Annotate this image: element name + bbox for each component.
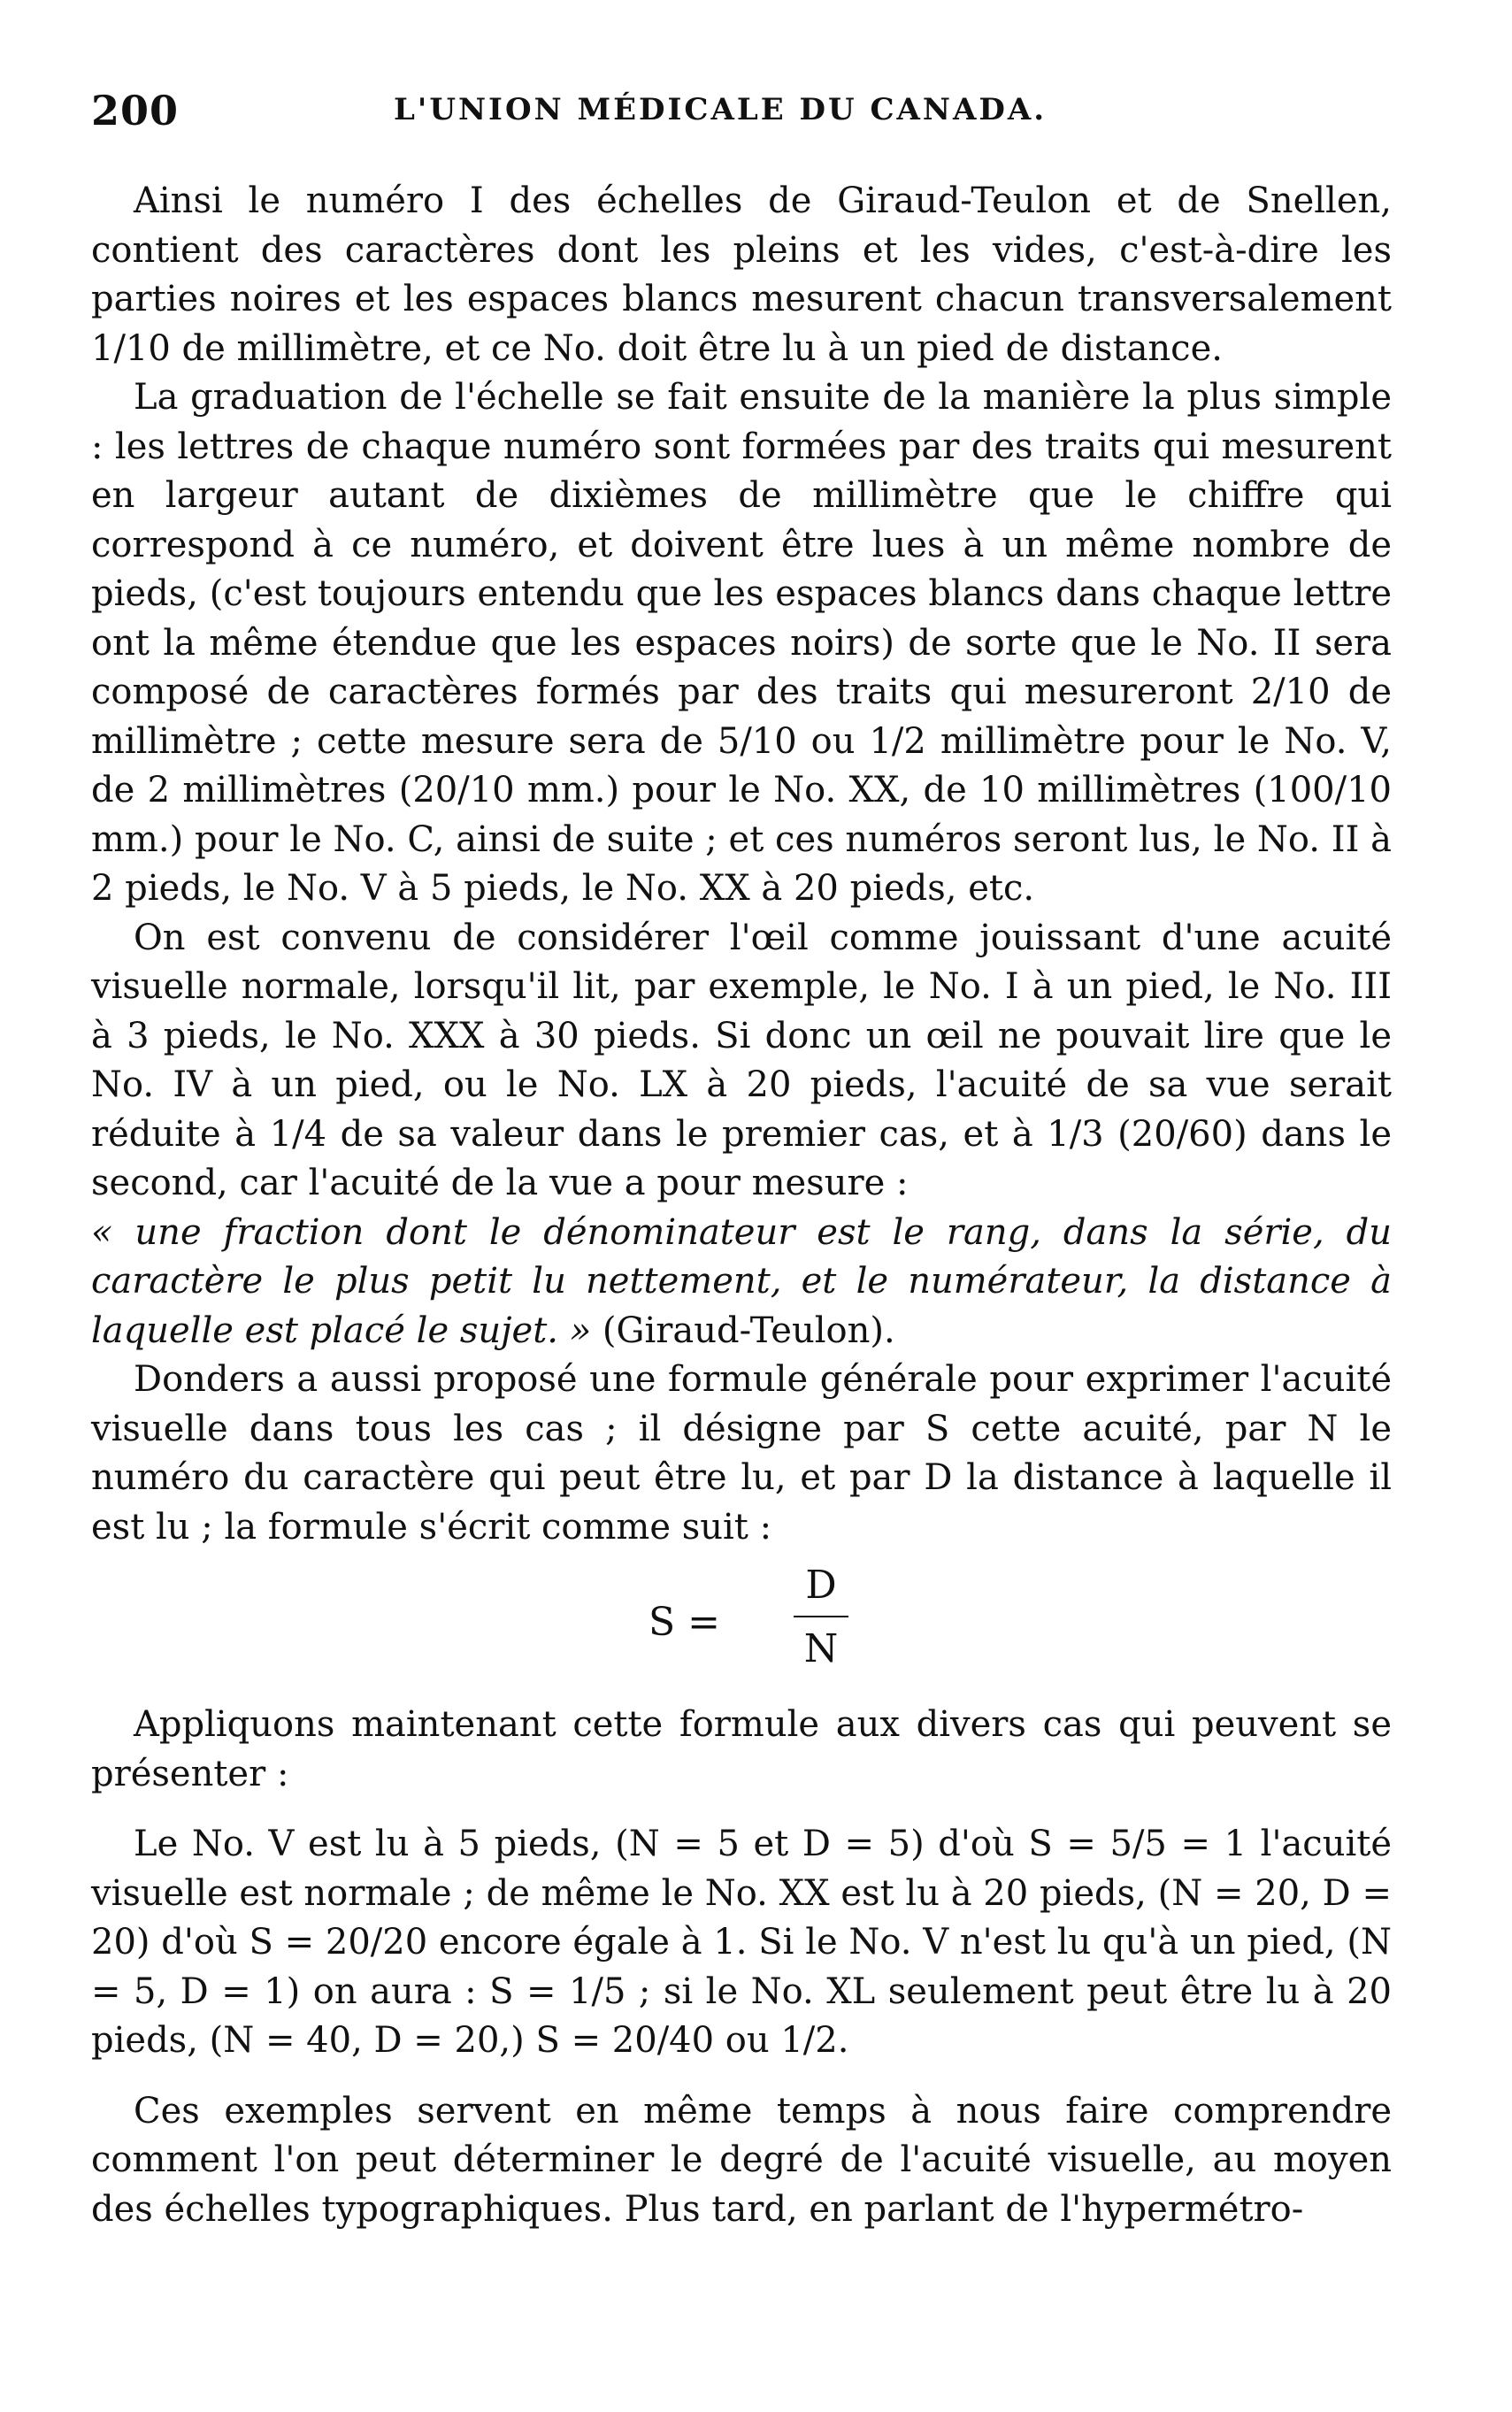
- page-body: [91, 177, 1392, 2234]
- page-number: 200: [91, 87, 180, 134]
- paragraph-6: Le No. V est lu à 5 pieds, (N = 5 et D = 5) d'où S = 5/5 = 1 l'acuité visuelle est normale ; de même le No. XX est lu à 20 pieds, (N = 20, D = 20) d'où S = 20/20 encore égale à 1. Si le No. V n'est lu qu'à un pied, (N = 5, D = 1) on aura : S = 1/5 ; si le No. XL seulement peut être lu à 20 pieds, (N = 40, D = 20,) S = 20/40 ou 1/2.: [91, 1824, 1392, 2061]
- paragraph-4: Donders a aussi proposé une formule générale pour exprimer l'acuité visuelle dans tous les cas ; il désigne par S cette acuité, par N le numéro du caractère qui peut être lu, et par D la distance à laquelle il est lu ; la formule s'écrit comme suit :: [91, 1359, 1392, 1548]
- paragraph-7: Ces exemples servent en même temps à nous faire comprendre comment l'on peut déterminer le degré de l'acuité visuelle, au moyen des échelles typographiques. Plus tard, en parlant de l'hypermétro-: [91, 2090, 1392, 2230]
- quote-text: « une fraction dont le dénominateur est le rang, dans la série, du caractère le plus petit lu nettement, et le numérateur, la distance à laquelle est placé le sujet. »: [91, 1211, 1392, 1351]
- quote-attribution: (Giraud-Teulon).: [602, 1310, 895, 1351]
- running-head: L'UNION MÉDICALE DU CANADA.: [394, 92, 1048, 127]
- quote: [91, 1209, 1392, 1356]
- paragraph-5: Appliquons maintenant cette formule aux divers cas qui peuvent se présenter :: [91, 1704, 1392, 1794]
- formula: [91, 1563, 1392, 1685]
- formula-denominator: N: [803, 1626, 839, 1671]
- formula-fraction: [790, 1563, 852, 1672]
- formula-numerator: D: [805, 1563, 837, 1608]
- page-header: [91, 87, 1383, 140]
- paragraph-3: On est convenu de considérer l'œil comme jouissant d'une acuité visuelle normale, lorsqu'il lit, par exemple, le No. I à un pied, le No. III à 3 pieds, le No. XXX à 30 pieds. Si donc un œil ne pouvait lire que le No. IV à un pied, ou le No. LX à 20 pieds, l'acuité de sa vue serait réduite à 1/4 de sa valeur dans le premier cas, et à 1/3 (20/60) dans le second, car l'acuité de la vue a pour mesure :: [91, 917, 1392, 1203]
- fraction-bar: [794, 1616, 848, 1617]
- paragraph-1: Ainsi le numéro I des échelles de Giraud-Teulon et de Snellen, contient des caractères dont les pleins et les vides, c'est-à-dire les parties noires et les espaces blancs mesurent chacun transversalement 1/10 de millimètre, et ce No. doit être lu à un pied de distance.: [91, 181, 1392, 369]
- formula-lhs: S =: [649, 1600, 720, 1645]
- paragraph-2: La graduation de l'échelle se fait ensuite de la manière la plus simple : les lettres de chaque numéro sont formées par des traits qui mesurent en largeur autant de dixièmes de millimètre que le chiffre qui correspond à ce numéro, et doivent être lues à un même nombre de pieds, (c'est toujours entendu que les espaces blancs dans chaque lettre ont la même étendue que les espaces noirs) de sorte que le No. II sera composé de caractères formés par des traits qui mesureront 2/10 de millimètre ; cette mesure sera de 5/10 ou 1/2 millimètre pour le No. V, de 2 millimètres (20/10 mm.) pour le No. XX, de 10 millimètres (100/10 mm.) pour le No. C, ainsi de suite ; et ces numéros seront lus, le No. II à 2 pieds, le No. V à 5 pieds, le No. XX à 20 pieds, etc.: [91, 377, 1392, 909]
